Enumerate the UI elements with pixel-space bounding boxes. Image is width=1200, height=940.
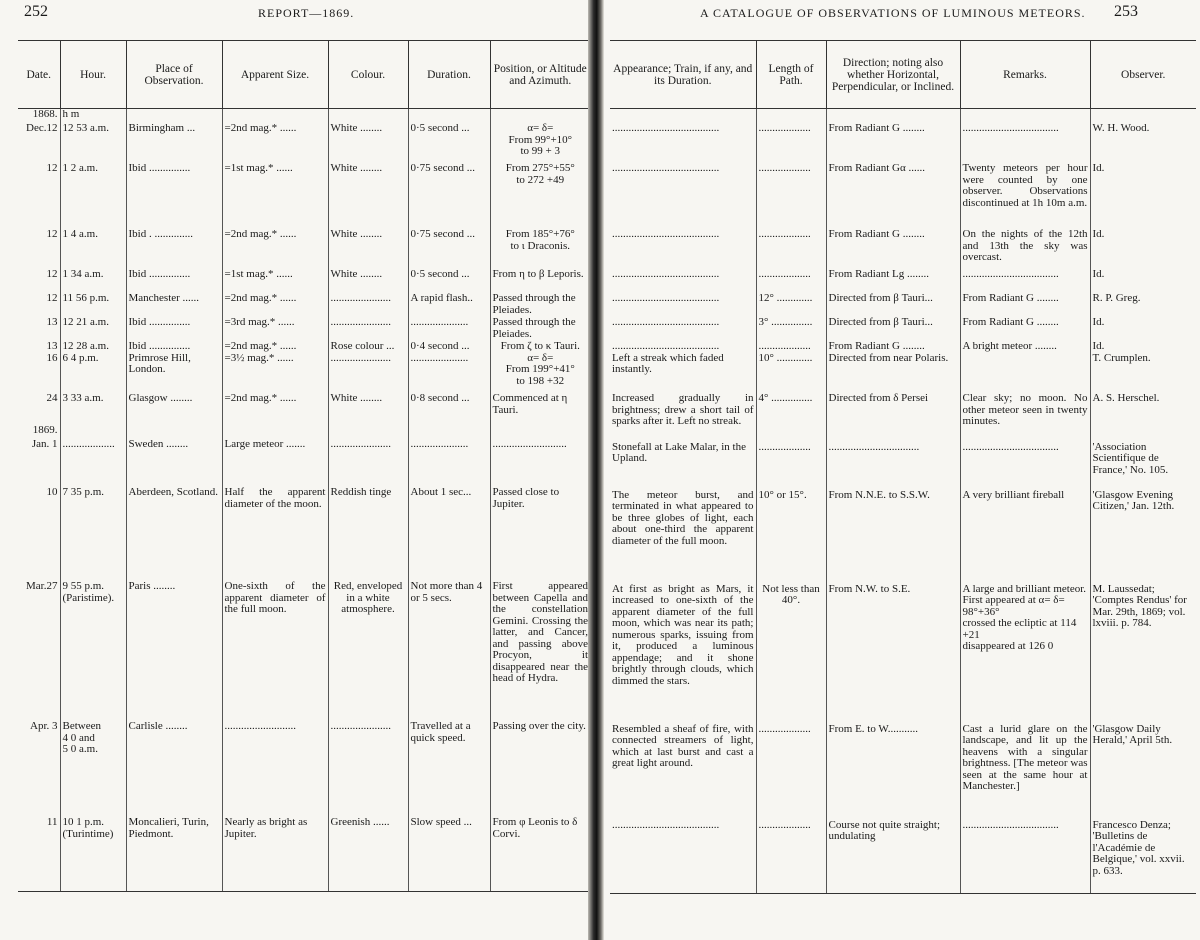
- table-row: [18, 439, 590, 487]
- cell-length: ................... 10° .............: [756, 341, 826, 393]
- cell-date: 11: [18, 817, 60, 891]
- cell-colour: Reddish tinge: [328, 487, 408, 581]
- cell-length: ...................: [756, 442, 826, 490]
- right-header-row: [610, 41, 1196, 109]
- cell-length: ...................: [756, 163, 826, 229]
- cell-observer: W. H. Wood.: [1090, 123, 1196, 163]
- cell-place: Carlisle ........: [126, 721, 222, 817]
- table-row: [610, 123, 1196, 163]
- cell-position: α= δ= From 99°+10° to 99 + 3: [490, 123, 590, 163]
- cell-size: Half the apparent diameter of the moon.: [222, 487, 328, 581]
- cell-length: ...................: [756, 123, 826, 163]
- cell-direction: From Radiant G ........: [826, 229, 960, 269]
- cell-size: =1st mag.* ......: [222, 269, 328, 293]
- table-row: [610, 724, 1196, 820]
- cell-place: Manchester ......: [126, 293, 222, 317]
- cell-length: ...................: [756, 724, 826, 820]
- book-gutter: [588, 0, 604, 940]
- cell-colour: Rose colour ... ......................: [328, 341, 408, 393]
- cell-remarks: ...................................: [960, 123, 1090, 163]
- cell-colour: ......................: [328, 721, 408, 817]
- cell-duration: 0·8 second ...: [408, 393, 490, 425]
- table-row: [610, 293, 1196, 317]
- cell-observer: Id.: [1090, 229, 1196, 269]
- cell-remarks: Cast a lurid glare on the landscape, and lit up the heavens with a singular brightness. [The meteor was seen at the same hour at Manchester.]: [960, 724, 1090, 820]
- col-date: Date.: [18, 41, 60, 109]
- cell-duration: 0·4 second ... .....................: [408, 341, 490, 393]
- cell-position: From φ Leonis to δ Corvi.: [490, 817, 590, 891]
- cell-position: From 275°+55° to 272 +49: [490, 163, 590, 229]
- spacer-row: [610, 109, 1196, 124]
- cell-colour: ......................: [328, 293, 408, 317]
- cell-place: Aberdeen, Scotland.: [126, 487, 222, 581]
- cell-length: Not less than 40°.: [756, 584, 826, 724]
- cell-date: Jan. 1: [31, 439, 58, 450]
- cell-size: =2nd mag.* ...... =3½ mag.* ......: [222, 341, 328, 393]
- cell-remarks: ...................................: [960, 269, 1090, 293]
- cell-appearance: At first as bright as Mars, it increased to one-sixth of the apparent diameter of the full moon, which was near its path; numerous sparks, issuing from it, produced a luminous appendage; and it shone brightly through clouds, which dimmed the stars.: [612, 583, 754, 687]
- cell-size: Large meteor .......: [222, 439, 328, 487]
- table-row: [18, 393, 590, 425]
- cell-length: 4° ...............: [756, 393, 826, 428]
- cell-position: Passing over the city.: [490, 721, 590, 817]
- right-page: [604, 0, 1200, 940]
- table-row: [18, 317, 590, 341]
- cell-remarks: Twenty meteors per hour were counted by one observer. Observations discontinued at 1h 10m a.m.: [960, 163, 1090, 229]
- table-row: [18, 817, 590, 891]
- table-row: [610, 442, 1196, 490]
- cell-direction: Directed from β Tauri...: [826, 293, 960, 317]
- cell-direction: From Radiant G ........: [826, 123, 960, 163]
- cell-colour: Red, enveloped in a white atmosphere.: [328, 581, 408, 721]
- table-row: [18, 293, 590, 317]
- col-position: Position, or Altitude and Azimuth.: [490, 41, 590, 109]
- cell-remarks: Clear sky; no moon. No other meteor seen in twenty minutes.: [960, 393, 1090, 428]
- cell-appearance: Resembled a sheaf of fire, with connected streamers of light, which at last burst and cast a great light around.: [612, 723, 754, 769]
- cell-remarks: A bright meteor ........: [960, 341, 1090, 393]
- cell-remarks: From Radiant G ........: [960, 317, 1090, 341]
- cell-hour: 12 53 a.m.: [60, 123, 126, 163]
- col-observer: Observer.: [1090, 41, 1196, 109]
- cell-hour: 9 55 p.m. (Paristime).: [60, 581, 126, 721]
- table-row: [610, 490, 1196, 584]
- cell-date: Dec.12: [26, 123, 58, 134]
- cell-remarks: A very brilliant fireball: [960, 490, 1090, 584]
- col-duration: Duration.: [408, 41, 490, 109]
- cell-appearance: .......................................: [612, 163, 720, 174]
- cell-size: =2nd mag.* ......: [222, 229, 328, 269]
- cell-place: Birmingham ...: [126, 123, 222, 163]
- hour-unit-label: h m: [60, 109, 126, 124]
- cell-size: Nearly as bright as Jupiter.: [222, 817, 328, 891]
- col-size: Apparent Size.: [222, 41, 328, 109]
- cell-appearance: .......................................: [610, 820, 756, 894]
- right-page-number: 253: [1114, 3, 1138, 20]
- cell-remarks: On the nights of the 12th and 13th the sky was overcast.: [960, 229, 1090, 269]
- cell-observer: Id.: [1090, 269, 1196, 293]
- table-row: [18, 269, 590, 293]
- col-length: Length of Path.: [756, 41, 826, 109]
- cell-colour: White ........: [328, 123, 408, 163]
- cell-place: Ibid . ..............: [126, 229, 222, 269]
- cell-length: ...................: [756, 229, 826, 269]
- col-colour: Colour.: [328, 41, 408, 109]
- cell-position: First appeared between Capella and the constellation Gemini. Crossing the latter, and Cancer, and passing above Procyon, it disappeared near the head of Hydra.: [490, 581, 590, 721]
- cell-date: 12: [46, 269, 58, 280]
- cell-hour: ...................: [60, 439, 126, 487]
- cell-direction: From E. to W...........: [826, 724, 960, 820]
- cell-observer: 'Association Scientifique de France,' No. 105.: [1090, 442, 1196, 490]
- cell-place: Paris ........: [126, 581, 222, 721]
- cell-place: Sweden ........: [126, 439, 222, 487]
- cell-direction: From Radiant Lg ........: [826, 269, 960, 293]
- cell-place: Ibid ...............: [126, 317, 222, 341]
- cell-hour: 11 56 p.m.: [60, 293, 126, 317]
- cell-size: =2nd mag.* ......: [222, 393, 328, 425]
- cell-length: ...................: [756, 820, 826, 894]
- table-row: [18, 581, 590, 721]
- cell-size: =3rd mag.* ......: [222, 317, 328, 341]
- cell-observer: Id.: [1090, 163, 1196, 229]
- cell-colour: White ........: [328, 229, 408, 269]
- cell-observer: Id. T. Crumplen.: [1090, 341, 1196, 393]
- cell-hour: 7 35 p.m.: [60, 487, 126, 581]
- year-row: [18, 109, 590, 124]
- cell-size: ..........................: [222, 721, 328, 817]
- cell-size: =2nd mag.* ......: [222, 123, 328, 163]
- cell-colour: White ........: [328, 269, 408, 293]
- left-running-head: REPORT—1869.: [258, 6, 355, 20]
- cell-appearance: .......................................: [612, 269, 720, 280]
- cell-date: 10: [46, 487, 58, 498]
- cell-remarks: From Radiant G ........: [960, 293, 1090, 317]
- cell-date: 12: [46, 293, 58, 304]
- cell-appearance: .......................................: [612, 123, 720, 134]
- cell-direction: Directed from β Tauri...: [826, 317, 960, 341]
- table-row: [18, 229, 590, 269]
- cell-duration: .....................: [408, 439, 490, 487]
- table-row: [610, 269, 1196, 293]
- cell-duration: Not more than 4 or 5 secs.: [408, 581, 490, 721]
- col-hour: Hour.: [60, 41, 126, 109]
- cell-place: Ibid ............... Primrose Hill, London.: [126, 341, 222, 393]
- cell-duration: About 1 sec...: [408, 487, 490, 581]
- cell-date: Apr. 3: [30, 721, 58, 732]
- cell-colour: Greenish ......: [328, 817, 408, 891]
- cell-duration: Slow speed ...: [408, 817, 490, 891]
- table-row: [610, 317, 1196, 341]
- cell-appearance: .......................................: [612, 229, 720, 240]
- cell-appearance: .......................................: [612, 317, 720, 328]
- cell-hour: 1 2 a.m.: [60, 163, 126, 229]
- table-row: [610, 393, 1196, 428]
- cell-duration: .....................: [408, 317, 490, 341]
- cell-hour: 1 34 a.m.: [60, 269, 126, 293]
- cell-position: From ζ to κ Tauri. α= δ= From 199°+41° to 198 +32: [490, 341, 590, 393]
- cell-remarks: ...................................: [960, 820, 1090, 894]
- cell-duration: Travelled at a quick speed.: [408, 721, 490, 817]
- cell-appearance: .......................................: [612, 293, 720, 304]
- cell-colour: White ........: [328, 393, 408, 425]
- cell-direction: From N.W. to S.E.: [826, 584, 960, 724]
- cell-position: Commenced at η Tauri.: [490, 393, 590, 425]
- year-row: [18, 425, 590, 439]
- table-row: [18, 123, 590, 163]
- table-row: [610, 163, 1196, 229]
- table-row: [610, 341, 1196, 393]
- cell-hour: 12 28 a.m. 6 4 p.m.: [60, 341, 126, 393]
- cell-date: 13 16: [46, 341, 58, 364]
- cell-position: From η to β Leporis.: [490, 269, 590, 293]
- cell-position: From 185°+76° to ι Draconis.: [490, 229, 590, 269]
- cell-remarks: ...................................: [960, 442, 1090, 490]
- cell-appearance: Stonefall at Lake Malar, in the Upland.: [612, 441, 746, 464]
- cell-direction: From Radiant Gα ......: [826, 163, 960, 229]
- cell-duration: A rapid flash..: [408, 293, 490, 317]
- cell-hour: 12 21 a.m.: [60, 317, 126, 341]
- cell-date: 13: [46, 317, 58, 328]
- cell-duration: 0·5 second ...: [408, 123, 490, 163]
- cell-hour: Between 4 0 and 5 0 a.m.: [60, 721, 126, 817]
- table-row: [610, 229, 1196, 269]
- cell-direction: From Radiant G ........ Directed from near Polaris.: [826, 341, 960, 393]
- cell-length: 10° or 15°.: [756, 490, 826, 584]
- right-running-head: A CATALOGUE OF OBSERVATIONS OF LUMINOUS METEORS.: [700, 6, 1086, 20]
- col-direction: Direction; noting also whether Horizontal, Perpendicular, or Inclined.: [826, 41, 960, 109]
- cell-length: 12° .............: [756, 293, 826, 317]
- cell-observer: R. P. Greg.: [1090, 293, 1196, 317]
- cell-observer: A. S. Herschel.: [1090, 393, 1196, 428]
- left-header-row: [18, 41, 590, 109]
- cell-appearance: ....................................... Left a streak which faded instantly.: [612, 341, 724, 375]
- right-observations-table: [610, 40, 1196, 894]
- year-label: 1869.: [32, 425, 58, 436]
- cell-colour: ......................: [328, 317, 408, 341]
- cell-direction: From N.N.E. to S.S.W.: [826, 490, 960, 584]
- cell-appearance: Increased gradually in brightness; drew a short tail of sparks after it. Left no streak.: [612, 393, 754, 427]
- cell-place: Glasgow ........: [126, 393, 222, 425]
- table-row: [18, 487, 590, 581]
- table-row: [18, 721, 590, 817]
- cell-size: =2nd mag.* ......: [222, 293, 328, 317]
- cell-duration: 0·75 second ...: [408, 163, 490, 229]
- table-row: [18, 163, 590, 229]
- left-page: [0, 0, 592, 940]
- cell-place: Ibid ...............: [126, 269, 222, 293]
- cell-colour: White ........: [328, 163, 408, 229]
- cell-date: 24: [46, 393, 58, 404]
- cell-colour: ......................: [328, 439, 408, 487]
- table-row: [610, 820, 1196, 894]
- cell-hour: 1 4 a.m.: [60, 229, 126, 269]
- cell-remarks: A large and brilliant meteor. First appeared at α= δ= 98°+36° crossed the ecliptic at 114 +21 disappeared at 126 0: [960, 584, 1090, 724]
- col-place: Place of Observation.: [126, 41, 222, 109]
- spacer-row: [610, 428, 1196, 442]
- cell-observer: Francesco Denza; 'Bulletins de l'Académie de Belgique,' vol. xxvii. p. 633.: [1090, 820, 1196, 894]
- col-appearance: Appearance; Train, if any, and its Duration.: [610, 41, 756, 109]
- cell-direction: Directed from δ Persei: [826, 393, 960, 428]
- cell-date: 12: [46, 163, 58, 174]
- col-remarks: Remarks.: [960, 41, 1090, 109]
- cell-place: Moncalieri, Turin, Piedmont.: [126, 817, 222, 891]
- cell-hour: 10 1 p.m. (Turintime): [60, 817, 126, 891]
- left-observations-table: [18, 40, 590, 892]
- cell-length: ...................: [756, 269, 826, 293]
- cell-place: Ibid ...............: [126, 163, 222, 229]
- cell-direction: Course not quite straight; undulating: [826, 820, 960, 894]
- cell-position: ...........................: [490, 439, 590, 487]
- cell-observer: 'Glasgow Evening Citizen,' Jan. 12th.: [1090, 490, 1196, 584]
- cell-hour: 3 33 a.m.: [60, 393, 126, 425]
- left-page-number: 252: [24, 3, 48, 20]
- cell-duration: 0·75 second ...: [408, 229, 490, 269]
- table-row: [610, 584, 1196, 724]
- cell-direction: .................................: [826, 442, 960, 490]
- cell-appearance: The meteor burst, and terminated in what appeared to be three globes of light, each about one-third the apparent diameter of the full moon.: [612, 489, 754, 547]
- cell-size: One-sixth of the apparent diameter of the full moon.: [222, 581, 328, 721]
- year-label: 1868.: [32, 108, 58, 120]
- cell-position: Passed through the Pleiades.: [490, 317, 590, 341]
- cell-date: 12: [46, 229, 58, 240]
- table-row: [18, 341, 590, 393]
- cell-position: Passed close to Jupiter.: [490, 487, 590, 581]
- cell-observer: Id.: [1090, 317, 1196, 341]
- cell-length: 3° ...............: [756, 317, 826, 341]
- cell-position: Passed through the Pleiades.: [490, 293, 590, 317]
- cell-duration: 0·5 second ...: [408, 269, 490, 293]
- cell-observer: 'Glasgow Daily Herald,' April 5th.: [1090, 724, 1196, 820]
- cell-observer: M. Laussedat; 'Comptes Rendus' for Mar. 29th, 1869; vol. lxviii. p. 784.: [1090, 584, 1196, 724]
- cell-date: Mar.27: [26, 581, 58, 592]
- cell-size: =1st mag.* ......: [222, 163, 328, 229]
